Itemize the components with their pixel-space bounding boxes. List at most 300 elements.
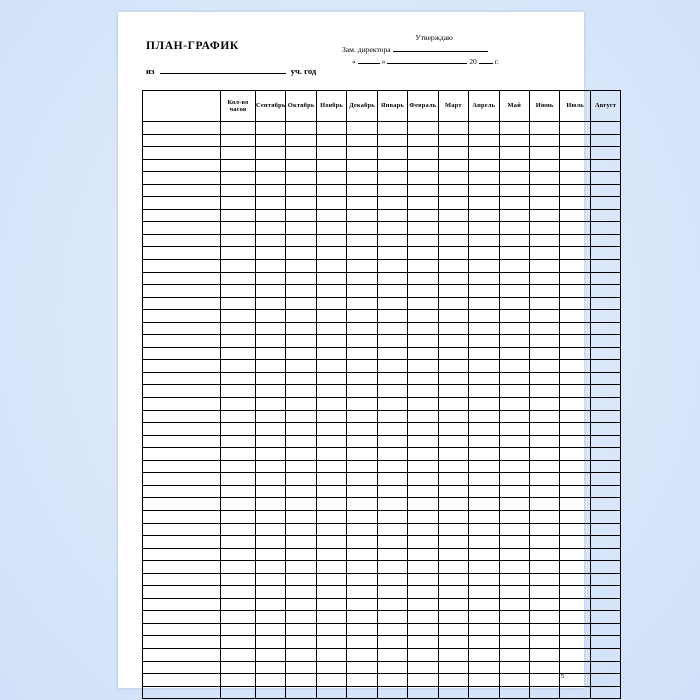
- table-cell[interactable]: [499, 322, 529, 335]
- table-cell[interactable]: [408, 460, 438, 473]
- table-cell[interactable]: [347, 322, 377, 335]
- table-cell[interactable]: [408, 172, 438, 185]
- table-cell[interactable]: [438, 435, 468, 448]
- table-cell[interactable]: [347, 485, 377, 498]
- table-cell[interactable]: [438, 297, 468, 310]
- table-cell[interactable]: [286, 285, 316, 298]
- table-cell[interactable]: [377, 498, 407, 511]
- table-cell[interactable]: [347, 372, 377, 385]
- table-cell[interactable]: [469, 310, 499, 323]
- table-cell[interactable]: [590, 285, 620, 298]
- table-cell[interactable]: [408, 686, 438, 699]
- table-cell[interactable]: [377, 485, 407, 498]
- table-cell[interactable]: [256, 536, 286, 549]
- table-cell[interactable]: [529, 247, 559, 260]
- table-cell[interactable]: [438, 410, 468, 423]
- table-cell[interactable]: [286, 322, 316, 335]
- table-cell[interactable]: [499, 435, 529, 448]
- table-cell[interactable]: [316, 448, 346, 461]
- table-cell[interactable]: [256, 674, 286, 687]
- table-cell[interactable]: [286, 122, 316, 135]
- table-cell[interactable]: [590, 310, 620, 323]
- table-cell[interactable]: [286, 222, 316, 235]
- table-cell[interactable]: [377, 197, 407, 210]
- table-cell[interactable]: [316, 510, 346, 523]
- table-cell[interactable]: [590, 234, 620, 247]
- table-cell[interactable]: [560, 536, 590, 549]
- table-cell[interactable]: [221, 147, 256, 160]
- table-cell[interactable]: [377, 134, 407, 147]
- table-cell[interactable]: [347, 523, 377, 536]
- table-cell[interactable]: [499, 498, 529, 511]
- table-cell[interactable]: [221, 561, 256, 574]
- table-cell[interactable]: [143, 648, 221, 661]
- table-cell[interactable]: [499, 122, 529, 135]
- table-cell[interactable]: [221, 648, 256, 661]
- table-cell[interactable]: [286, 209, 316, 222]
- table-cell[interactable]: [316, 473, 346, 486]
- table-cell[interactable]: [560, 322, 590, 335]
- table-cell[interactable]: [377, 260, 407, 273]
- table-cell[interactable]: [256, 498, 286, 511]
- table-cell[interactable]: [377, 372, 407, 385]
- table-cell[interactable]: [347, 410, 377, 423]
- table-cell[interactable]: [408, 335, 438, 348]
- table-cell[interactable]: [316, 648, 346, 661]
- table-cell[interactable]: [316, 561, 346, 574]
- table-cell[interactable]: [590, 423, 620, 436]
- table-cell[interactable]: [408, 372, 438, 385]
- table-cell[interactable]: [590, 435, 620, 448]
- table-cell[interactable]: [408, 648, 438, 661]
- table-cell[interactable]: [221, 536, 256, 549]
- table-cell[interactable]: [529, 209, 559, 222]
- table-cell[interactable]: [590, 523, 620, 536]
- table-cell[interactable]: [377, 272, 407, 285]
- table-cell[interactable]: [438, 536, 468, 549]
- table-cell[interactable]: [529, 385, 559, 398]
- table-cell[interactable]: [286, 460, 316, 473]
- table-cell[interactable]: [560, 184, 590, 197]
- table-cell[interactable]: [438, 485, 468, 498]
- table-cell[interactable]: [347, 234, 377, 247]
- table-cell[interactable]: [286, 523, 316, 536]
- table-cell[interactable]: [347, 423, 377, 436]
- table-cell[interactable]: [560, 247, 590, 260]
- table-cell[interactable]: [560, 297, 590, 310]
- table-cell[interactable]: [143, 636, 221, 649]
- table-cell[interactable]: [221, 410, 256, 423]
- table-cell[interactable]: [560, 347, 590, 360]
- table-cell[interactable]: [286, 586, 316, 599]
- table-cell[interactable]: [499, 586, 529, 599]
- table-cell[interactable]: [316, 435, 346, 448]
- table-cell[interactable]: [408, 510, 438, 523]
- table-cell[interactable]: [221, 460, 256, 473]
- table-cell[interactable]: [256, 423, 286, 436]
- table-cell[interactable]: [221, 573, 256, 586]
- table-cell[interactable]: [469, 485, 499, 498]
- table-cell[interactable]: [560, 686, 590, 699]
- table-cell[interactable]: [408, 285, 438, 298]
- table-cell[interactable]: [377, 435, 407, 448]
- table-cell[interactable]: [529, 498, 559, 511]
- table-cell[interactable]: [347, 498, 377, 511]
- table-cell[interactable]: [286, 172, 316, 185]
- table-cell[interactable]: [143, 548, 221, 561]
- table-cell[interactable]: [590, 561, 620, 574]
- table-cell[interactable]: [347, 648, 377, 661]
- table-cell[interactable]: [143, 611, 221, 624]
- table-cell[interactable]: [469, 510, 499, 523]
- table-cell[interactable]: [347, 686, 377, 699]
- table-cell[interactable]: [286, 611, 316, 624]
- table-cell[interactable]: [499, 623, 529, 636]
- table-cell[interactable]: [469, 322, 499, 335]
- table-cell[interactable]: [408, 197, 438, 210]
- table-cell[interactable]: [560, 460, 590, 473]
- table-cell[interactable]: [469, 234, 499, 247]
- table-cell[interactable]: [347, 548, 377, 561]
- table-cell[interactable]: [221, 485, 256, 498]
- table-cell[interactable]: [560, 586, 590, 599]
- table-cell[interactable]: [529, 548, 559, 561]
- table-cell[interactable]: [438, 460, 468, 473]
- table-cell[interactable]: [438, 611, 468, 624]
- table-cell[interactable]: [256, 297, 286, 310]
- table-cell[interactable]: [256, 347, 286, 360]
- table-cell[interactable]: [377, 234, 407, 247]
- table-cell[interactable]: [347, 285, 377, 298]
- table-cell[interactable]: [499, 510, 529, 523]
- table-cell[interactable]: [438, 398, 468, 411]
- table-cell[interactable]: [529, 435, 559, 448]
- table-cell[interactable]: [377, 184, 407, 197]
- table-cell[interactable]: [499, 272, 529, 285]
- table-cell[interactable]: [221, 322, 256, 335]
- table-cell[interactable]: [377, 297, 407, 310]
- table-cell[interactable]: [347, 674, 377, 687]
- table-cell[interactable]: [529, 297, 559, 310]
- table-cell[interactable]: [529, 686, 559, 699]
- table-cell[interactable]: [347, 598, 377, 611]
- table-cell[interactable]: [316, 310, 346, 323]
- table-cell[interactable]: [316, 172, 346, 185]
- table-cell[interactable]: [377, 147, 407, 160]
- table-cell[interactable]: [560, 674, 590, 687]
- table-cell[interactable]: [286, 335, 316, 348]
- table-cell[interactable]: [221, 498, 256, 511]
- table-cell[interactable]: [286, 184, 316, 197]
- table-cell[interactable]: [377, 448, 407, 461]
- table-cell[interactable]: [560, 272, 590, 285]
- table-cell[interactable]: [143, 209, 221, 222]
- table-cell[interactable]: [499, 611, 529, 624]
- table-cell[interactable]: [377, 674, 407, 687]
- table-cell[interactable]: [590, 611, 620, 624]
- table-cell[interactable]: [377, 247, 407, 260]
- table-cell[interactable]: [377, 385, 407, 398]
- table-cell[interactable]: [529, 147, 559, 160]
- table-cell[interactable]: [347, 586, 377, 599]
- table-cell[interactable]: [529, 122, 559, 135]
- table-cell[interactable]: [408, 536, 438, 549]
- table-cell[interactable]: [469, 172, 499, 185]
- table-cell[interactable]: [469, 385, 499, 398]
- table-cell[interactable]: [347, 661, 377, 674]
- table-cell[interactable]: [377, 398, 407, 411]
- table-cell[interactable]: [347, 184, 377, 197]
- table-cell[interactable]: [347, 573, 377, 586]
- table-cell[interactable]: [256, 310, 286, 323]
- table-cell[interactable]: [469, 398, 499, 411]
- table-cell[interactable]: [499, 172, 529, 185]
- table-cell[interactable]: [221, 222, 256, 235]
- table-cell[interactable]: [408, 435, 438, 448]
- table-cell[interactable]: [143, 510, 221, 523]
- table-cell[interactable]: [438, 661, 468, 674]
- approval-month-blank[interactable]: [387, 55, 467, 64]
- table-cell[interactable]: [499, 410, 529, 423]
- table-cell[interactable]: [560, 209, 590, 222]
- table-cell[interactable]: [377, 310, 407, 323]
- table-cell[interactable]: [438, 372, 468, 385]
- table-cell[interactable]: [256, 322, 286, 335]
- table-cell[interactable]: [499, 423, 529, 436]
- table-cell[interactable]: [377, 285, 407, 298]
- table-cell[interactable]: [143, 347, 221, 360]
- table-cell[interactable]: [499, 134, 529, 147]
- table-cell[interactable]: [221, 623, 256, 636]
- table-cell[interactable]: [469, 410, 499, 423]
- table-cell[interactable]: [143, 385, 221, 398]
- table-cell[interactable]: [438, 360, 468, 373]
- table-cell[interactable]: [256, 234, 286, 247]
- table-cell[interactable]: [499, 448, 529, 461]
- table-cell[interactable]: [529, 536, 559, 549]
- table-cell[interactable]: [347, 473, 377, 486]
- table-cell[interactable]: [256, 335, 286, 348]
- table-cell[interactable]: [256, 398, 286, 411]
- table-cell[interactable]: [438, 322, 468, 335]
- table-cell[interactable]: [256, 410, 286, 423]
- table-cell[interactable]: [286, 448, 316, 461]
- table-cell[interactable]: [221, 686, 256, 699]
- table-cell[interactable]: [560, 134, 590, 147]
- table-cell[interactable]: [256, 172, 286, 185]
- table-cell[interactable]: [560, 661, 590, 674]
- table-cell[interactable]: [143, 322, 221, 335]
- table-cell[interactable]: [143, 159, 221, 172]
- table-cell[interactable]: [560, 561, 590, 574]
- table-cell[interactable]: [347, 222, 377, 235]
- table-cell[interactable]: [377, 335, 407, 348]
- table-cell[interactable]: [438, 234, 468, 247]
- table-cell[interactable]: [256, 385, 286, 398]
- table-cell[interactable]: [560, 260, 590, 273]
- table-cell[interactable]: [590, 623, 620, 636]
- table-cell[interactable]: [590, 222, 620, 235]
- table-cell[interactable]: [499, 285, 529, 298]
- table-cell[interactable]: [256, 573, 286, 586]
- table-cell[interactable]: [316, 410, 346, 423]
- table-cell[interactable]: [221, 586, 256, 599]
- table-cell[interactable]: [408, 222, 438, 235]
- table-cell[interactable]: [529, 234, 559, 247]
- table-cell[interactable]: [438, 134, 468, 147]
- table-cell[interactable]: [347, 385, 377, 398]
- table-cell[interactable]: [408, 272, 438, 285]
- table-cell[interactable]: [377, 322, 407, 335]
- table-cell[interactable]: [347, 347, 377, 360]
- table-cell[interactable]: [347, 209, 377, 222]
- table-cell[interactable]: [590, 372, 620, 385]
- table-cell[interactable]: [499, 260, 529, 273]
- table-cell[interactable]: [286, 473, 316, 486]
- table-cell[interactable]: [590, 385, 620, 398]
- table-cell[interactable]: [408, 398, 438, 411]
- table-cell[interactable]: [499, 648, 529, 661]
- table-cell[interactable]: [560, 498, 590, 511]
- table-cell[interactable]: [316, 234, 346, 247]
- table-cell[interactable]: [347, 398, 377, 411]
- table-cell[interactable]: [560, 197, 590, 210]
- table-cell[interactable]: [256, 548, 286, 561]
- table-cell[interactable]: [590, 410, 620, 423]
- table-cell[interactable]: [469, 134, 499, 147]
- table-cell[interactable]: [143, 423, 221, 436]
- table-cell[interactable]: [499, 372, 529, 385]
- table-cell[interactable]: [347, 561, 377, 574]
- table-cell[interactable]: [408, 573, 438, 586]
- table-cell[interactable]: [286, 423, 316, 436]
- table-cell[interactable]: [560, 285, 590, 298]
- table-cell[interactable]: [438, 498, 468, 511]
- table-cell[interactable]: [590, 184, 620, 197]
- table-cell[interactable]: [377, 172, 407, 185]
- table-cell[interactable]: [560, 623, 590, 636]
- table-cell[interactable]: [347, 435, 377, 448]
- table-cell[interactable]: [221, 385, 256, 398]
- table-cell[interactable]: [529, 460, 559, 473]
- table-cell[interactable]: [499, 460, 529, 473]
- table-cell[interactable]: [256, 247, 286, 260]
- table-cell[interactable]: [143, 598, 221, 611]
- table-cell[interactable]: [286, 435, 316, 448]
- table-cell[interactable]: [499, 661, 529, 674]
- table-cell[interactable]: [316, 398, 346, 411]
- table-cell[interactable]: [377, 410, 407, 423]
- table-cell[interactable]: [221, 523, 256, 536]
- table-cell[interactable]: [590, 661, 620, 674]
- table-cell[interactable]: [143, 260, 221, 273]
- table-cell[interactable]: [221, 598, 256, 611]
- table-cell[interactable]: [377, 623, 407, 636]
- table-cell[interactable]: [143, 272, 221, 285]
- table-cell[interactable]: [143, 586, 221, 599]
- table-cell[interactable]: [560, 435, 590, 448]
- table-cell[interactable]: [286, 247, 316, 260]
- table-cell[interactable]: [499, 536, 529, 549]
- table-cell[interactable]: [590, 485, 620, 498]
- table-cell[interactable]: [469, 372, 499, 385]
- table-cell[interactable]: [408, 260, 438, 273]
- table-cell[interactable]: [469, 686, 499, 699]
- table-cell[interactable]: [529, 623, 559, 636]
- table-cell[interactable]: [347, 636, 377, 649]
- table-cell[interactable]: [499, 234, 529, 247]
- table-cell[interactable]: [438, 623, 468, 636]
- table-cell[interactable]: [499, 548, 529, 561]
- table-cell[interactable]: [316, 460, 346, 473]
- table-cell[interactable]: [143, 498, 221, 511]
- table-cell[interactable]: [590, 510, 620, 523]
- table-cell[interactable]: [143, 485, 221, 498]
- table-cell[interactable]: [560, 335, 590, 348]
- table-cell[interactable]: [469, 648, 499, 661]
- table-cell[interactable]: [408, 498, 438, 511]
- table-cell[interactable]: [316, 285, 346, 298]
- table-cell[interactable]: [590, 335, 620, 348]
- table-cell[interactable]: [590, 122, 620, 135]
- table-cell[interactable]: [256, 460, 286, 473]
- table-cell[interactable]: [143, 686, 221, 699]
- table-cell[interactable]: [529, 573, 559, 586]
- table-cell[interactable]: [221, 209, 256, 222]
- table-cell[interactable]: [529, 172, 559, 185]
- table-cell[interactable]: [469, 335, 499, 348]
- table-cell[interactable]: [499, 523, 529, 536]
- table-cell[interactable]: [499, 310, 529, 323]
- table-cell[interactable]: [221, 285, 256, 298]
- table-cell[interactable]: [469, 247, 499, 260]
- table-cell[interactable]: [143, 561, 221, 574]
- table-cell[interactable]: [590, 536, 620, 549]
- table-cell[interactable]: [221, 636, 256, 649]
- table-cell[interactable]: [256, 272, 286, 285]
- table-cell[interactable]: [469, 147, 499, 160]
- table-cell[interactable]: [316, 209, 346, 222]
- table-cell[interactable]: [408, 448, 438, 461]
- table-cell[interactable]: [316, 498, 346, 511]
- table-cell[interactable]: [438, 523, 468, 536]
- table-cell[interactable]: [286, 385, 316, 398]
- table-cell[interactable]: [499, 147, 529, 160]
- table-cell[interactable]: [438, 598, 468, 611]
- table-cell[interactable]: [256, 623, 286, 636]
- table-cell[interactable]: [408, 410, 438, 423]
- table-cell[interactable]: [143, 623, 221, 636]
- table-cell[interactable]: [469, 586, 499, 599]
- table-cell[interactable]: [316, 222, 346, 235]
- table-cell[interactable]: [143, 247, 221, 260]
- table-cell[interactable]: [560, 648, 590, 661]
- table-cell[interactable]: [286, 536, 316, 549]
- table-cell[interactable]: [286, 674, 316, 687]
- table-cell[interactable]: [286, 661, 316, 674]
- table-cell[interactable]: [438, 448, 468, 461]
- table-cell[interactable]: [529, 310, 559, 323]
- table-cell[interactable]: [143, 184, 221, 197]
- table-cell[interactable]: [221, 272, 256, 285]
- table-cell[interactable]: [316, 573, 346, 586]
- table-cell[interactable]: [347, 260, 377, 273]
- table-cell[interactable]: [408, 234, 438, 247]
- table-cell[interactable]: [256, 122, 286, 135]
- table-cell[interactable]: [316, 347, 346, 360]
- table-cell[interactable]: [377, 598, 407, 611]
- table-cell[interactable]: [256, 209, 286, 222]
